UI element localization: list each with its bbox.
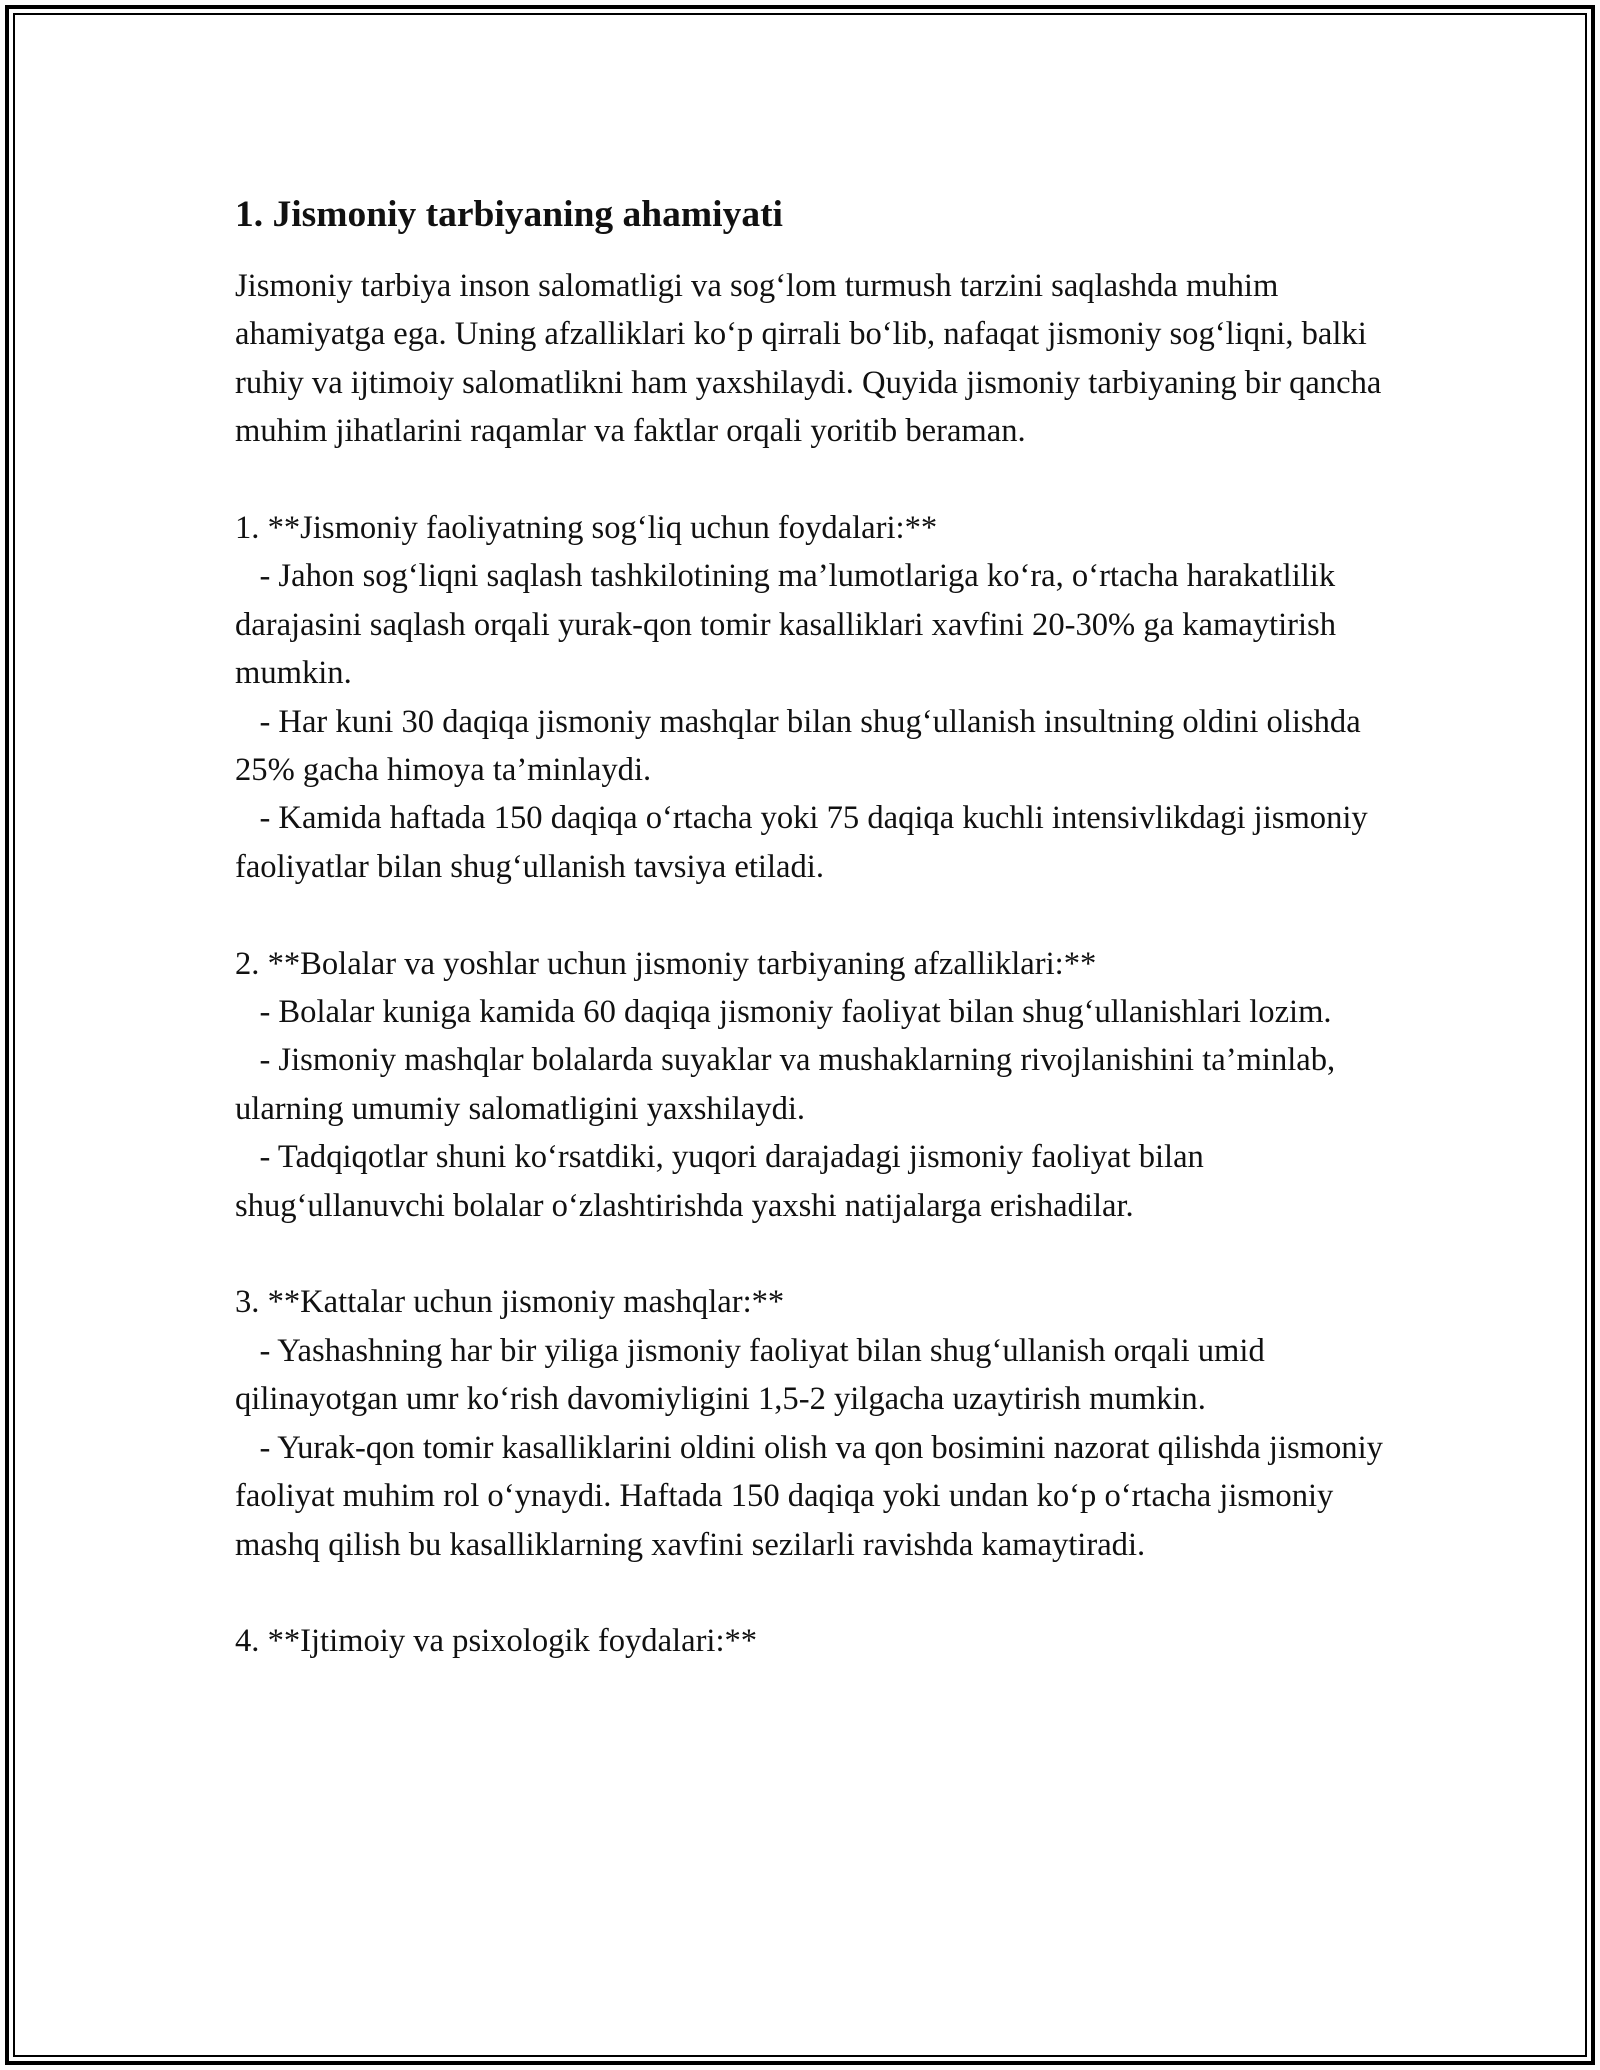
section-heading: 4. **Ijtimoiy va psixologik foydalari:** — [235, 1623, 758, 1660]
document-body — [235, 186, 1415, 1666]
list-item: - Bolalar kuniga kamida 60 daqiqa jismoniy faoliyat bilan shug‘ullanishlari lozim. — [235, 994, 1332, 1031]
intro-paragraph: Jismoniy tarbiya inson salomatligi va sog‘lom turmush tarzini saqlashda muhim ahamiyatga ega. Uning afzalliklari ko‘p qirrali bo‘lib, nafaqat jismoniy sog‘liqni, balki ruhiy va ijtimoiy salomatlikni ham yaxshilaydi. Quyida jismoniy tarbiyaning bir qancha muhim jihatlarini raqamlar va faktlar orqali yoritib beraman. — [235, 268, 1390, 450]
list-item: - Har kuni 30 daqiqa jismoniy mashqlar bilan shug‘ullanish insultning oldini olishda 25% gacha himoya ta’minlaydi. — [235, 703, 1369, 789]
list-item: - Kamida haftada 150 daqiqa o‘rtacha yoki 75 daqiqa kuchli intensivlikdagi jismoniy faoliyatlar bilan shug‘ullanish tavsiya etiladi. — [235, 800, 1376, 885]
section-heading: 1. **Jismoniy faoliyatning sog‘liq uchun foydalari:** — [235, 510, 938, 547]
list-item: - Jahon sog‘liqni saqlash tashkilotining ma’lumotlariga ko‘ra, o‘rtacha harakatlilik darajasini saqlash orqali yurak-qon tomir kasalliklari xavfini 20-30% ga kamaytirish mumkin. — [235, 558, 1345, 692]
section-heading: 2. **Bolalar va yoshlar uchun jismoniy tarbiyaning afzalliklari:** — [235, 945, 1097, 982]
list-item: - Yashashning har bir yiliga jismoniy faoliyat bilan shug‘ullanish orqali umid qilinayotgan umr ko‘rish davomiyligini 1,5-2 yilgacha uzaytirish mumkin. — [235, 1332, 1273, 1418]
section-health-benefits — [235, 504, 1415, 891]
section-social-psychological — [235, 1617, 1415, 1665]
section-children-benefits — [235, 940, 1415, 1230]
list-item: - Jismoniy mashqlar bolalarda suyaklar va mushaklarning rivojlanishini ta’minlab, ularning umumiy salomatligini yaxshilaydi. — [235, 1042, 1344, 1127]
section-heading: 3. **Kattalar uchun jismoniy mashqlar:** — [235, 1284, 785, 1321]
list-item: - Tadqiqotlar shuni ko‘rsatdiki, yuqori darajadagi jismoniy faoliyat bilan shug‘ullanuvchi bolalar o‘zlashtirishda yaxshi natijalarga erishadilar. — [235, 1139, 1212, 1224]
document-title: 1. Jismoniy tarbiyaning ahamiyati — [235, 194, 783, 235]
list-item: - Yurak-qon tomir kasalliklarini oldini olish va qon bosimini nazorat qilishda jismoniy faoliyat muhim rol o‘ynaydi. Haftada 150 daqiqa yoki undan ko‘p o‘rtacha jismoniy mashq qilish bu kasalliklarning xavfini sezilarli ravishda kamaytiradi. — [235, 1429, 1392, 1563]
section-adult-exercise — [235, 1278, 1415, 1568]
